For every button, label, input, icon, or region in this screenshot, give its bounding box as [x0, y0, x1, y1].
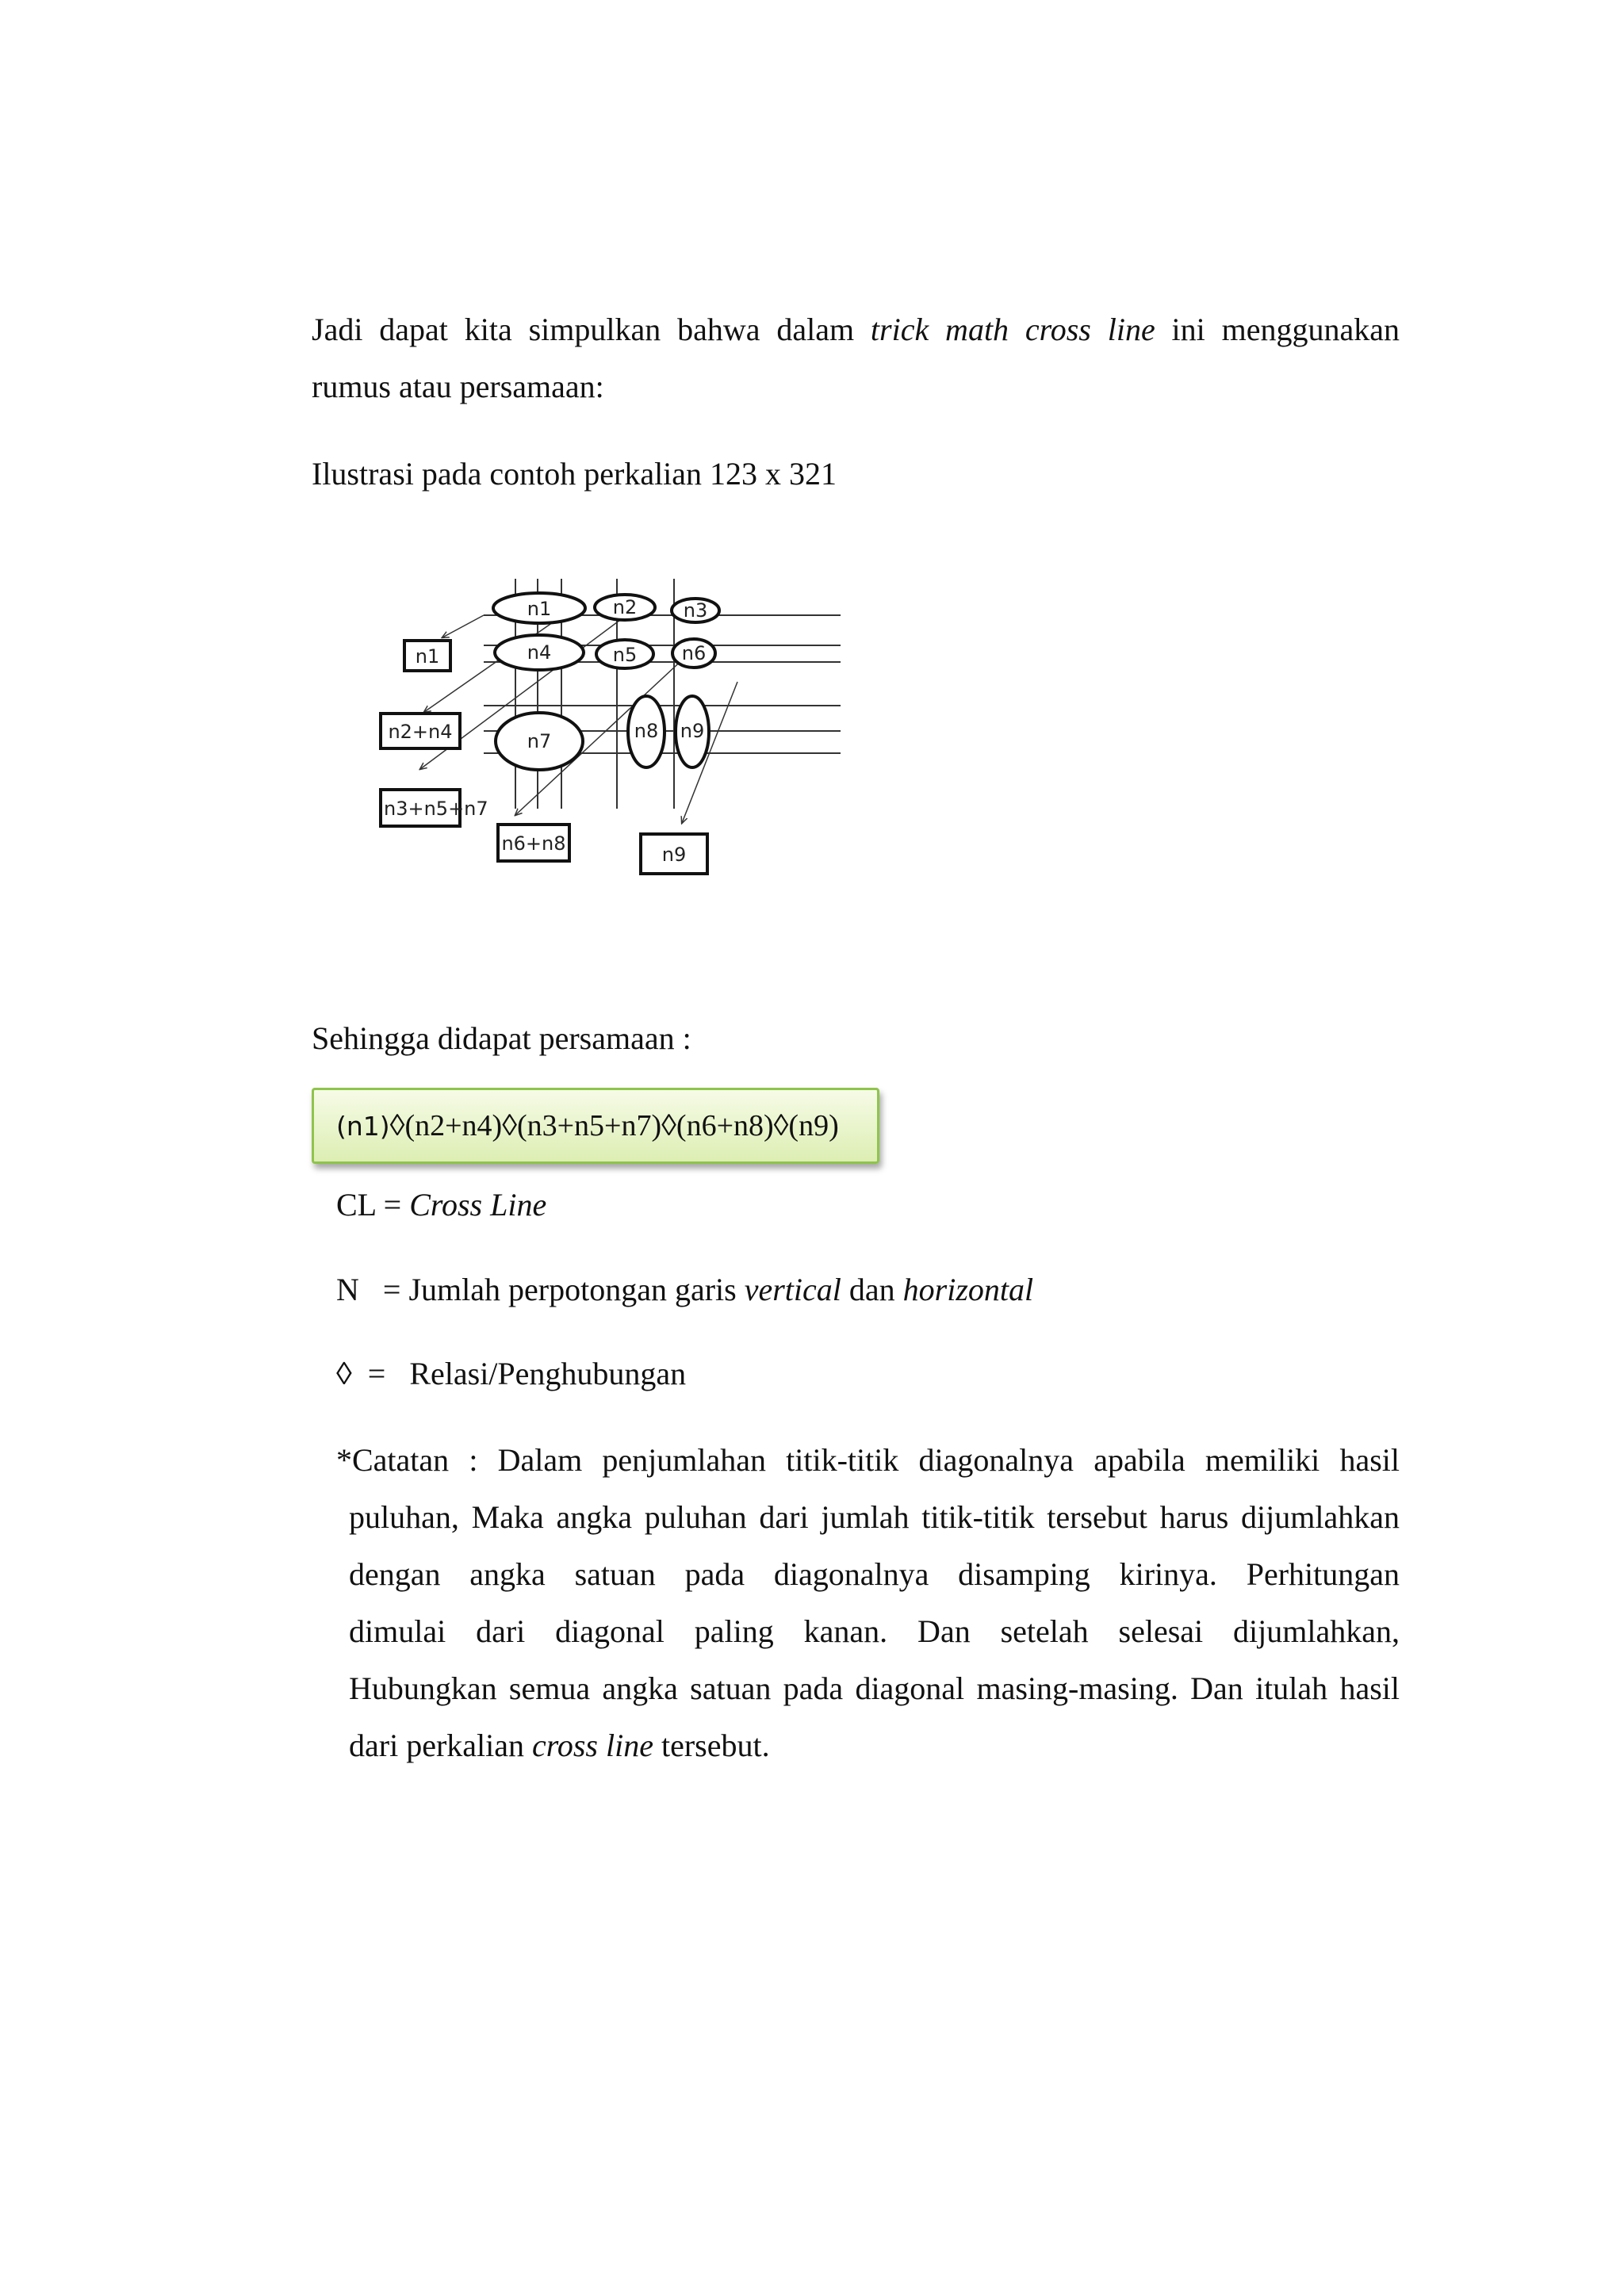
def-n-code: N	[336, 1272, 359, 1307]
def-d-code: ◊	[336, 1356, 352, 1391]
node-n3-label: n3	[683, 599, 708, 622]
box-n3n5n7-label: n3+n5+n7	[384, 798, 488, 820]
intro-text-3: rumus atau persamaan:	[312, 369, 604, 404]
def-cl-code: CL	[336, 1187, 376, 1223]
note-line-4: dimulai dari diagonal paling kanan. Dan setelah selesai dijumlahkan,	[349, 1613, 1400, 1649]
formula-rest: ◊(n2+n4)◊(n3+n5+n7)◊(n6+n8)◊(n9)	[389, 1109, 839, 1142]
note-paragraph	[336, 1432, 1400, 1774]
def-d-eq: =	[351, 1356, 410, 1391]
note-line-6	[349, 1717, 1400, 1774]
node-n1-label: n1	[527, 598, 552, 620]
node-n6-label: n6	[681, 642, 707, 664]
note-line-5: Hubungkan semua angka satuan pada diagonal masing-masing. Dan itulah hasil	[349, 1670, 1400, 1706]
cross-line-diagram	[365, 563, 856, 896]
def-n-italic1: vertical	[744, 1272, 841, 1307]
intro-italic-term: trick math cross line	[870, 312, 1155, 347]
node-n4-label: n4	[527, 641, 552, 664]
illustration-caption: Ilustrasi pada contoh perkalian 123 x 321	[312, 456, 837, 492]
note-line-3: dengan angka satuan pada diagonalnya disamping kirinya. Perhitungan	[349, 1556, 1400, 1592]
node-n8-label: n8	[634, 720, 659, 742]
box-n1-label: n1	[415, 645, 440, 668]
definition-diamond	[336, 1350, 686, 1398]
formula-first: (n1)	[336, 1111, 390, 1142]
note-line-1: *Catatan : Dalam penjumlahan titik-titik diagonalnya apabila memiliki hasil	[336, 1442, 1400, 1478]
node-n9-label: n9	[680, 720, 705, 742]
definition-cl	[336, 1181, 546, 1229]
def-cl-eq: =	[375, 1187, 410, 1223]
intro-paragraph	[312, 301, 1400, 358]
box-n6n8-label: n6+n8	[501, 832, 566, 855]
intro-text-2: ini menggunakan	[1155, 312, 1400, 347]
intro-text-1: Jadi dapat kita simpulkan bahwa dalam	[312, 312, 871, 347]
def-cl-text: Cross Line	[409, 1187, 547, 1223]
conclusion-text: Sehingga didapat persamaan :	[312, 1020, 691, 1056]
node-n7-label: n7	[527, 730, 552, 752]
formula-box	[312, 1088, 879, 1164]
box-n9-label: n9	[661, 844, 687, 866]
note-line-6-before: dari perkalian	[349, 1728, 532, 1763]
def-n-text: Jumlah perpotongan garis	[408, 1272, 745, 1307]
definition-n	[336, 1266, 1033, 1314]
node-n2-label: n2	[612, 596, 638, 618]
note-line-6-after: tersebut.	[653, 1728, 770, 1763]
note-line-6-italic: cross line	[532, 1728, 653, 1763]
node-n5-label: n5	[612, 644, 638, 666]
box-n2n4-label: n2+n4	[388, 721, 453, 743]
intro-paragraph-line2	[312, 358, 1400, 415]
def-n-eq: =	[358, 1272, 409, 1307]
def-n-middle: dan	[841, 1272, 903, 1307]
def-d-text: Relasi/Penghubungan	[409, 1356, 687, 1391]
def-n-italic2: horizontal	[902, 1272, 1034, 1307]
note-line-2: puluhan, Maka angka puluhan dari jumlah titik-titik tersebut harus dijumlahkan	[349, 1499, 1400, 1535]
